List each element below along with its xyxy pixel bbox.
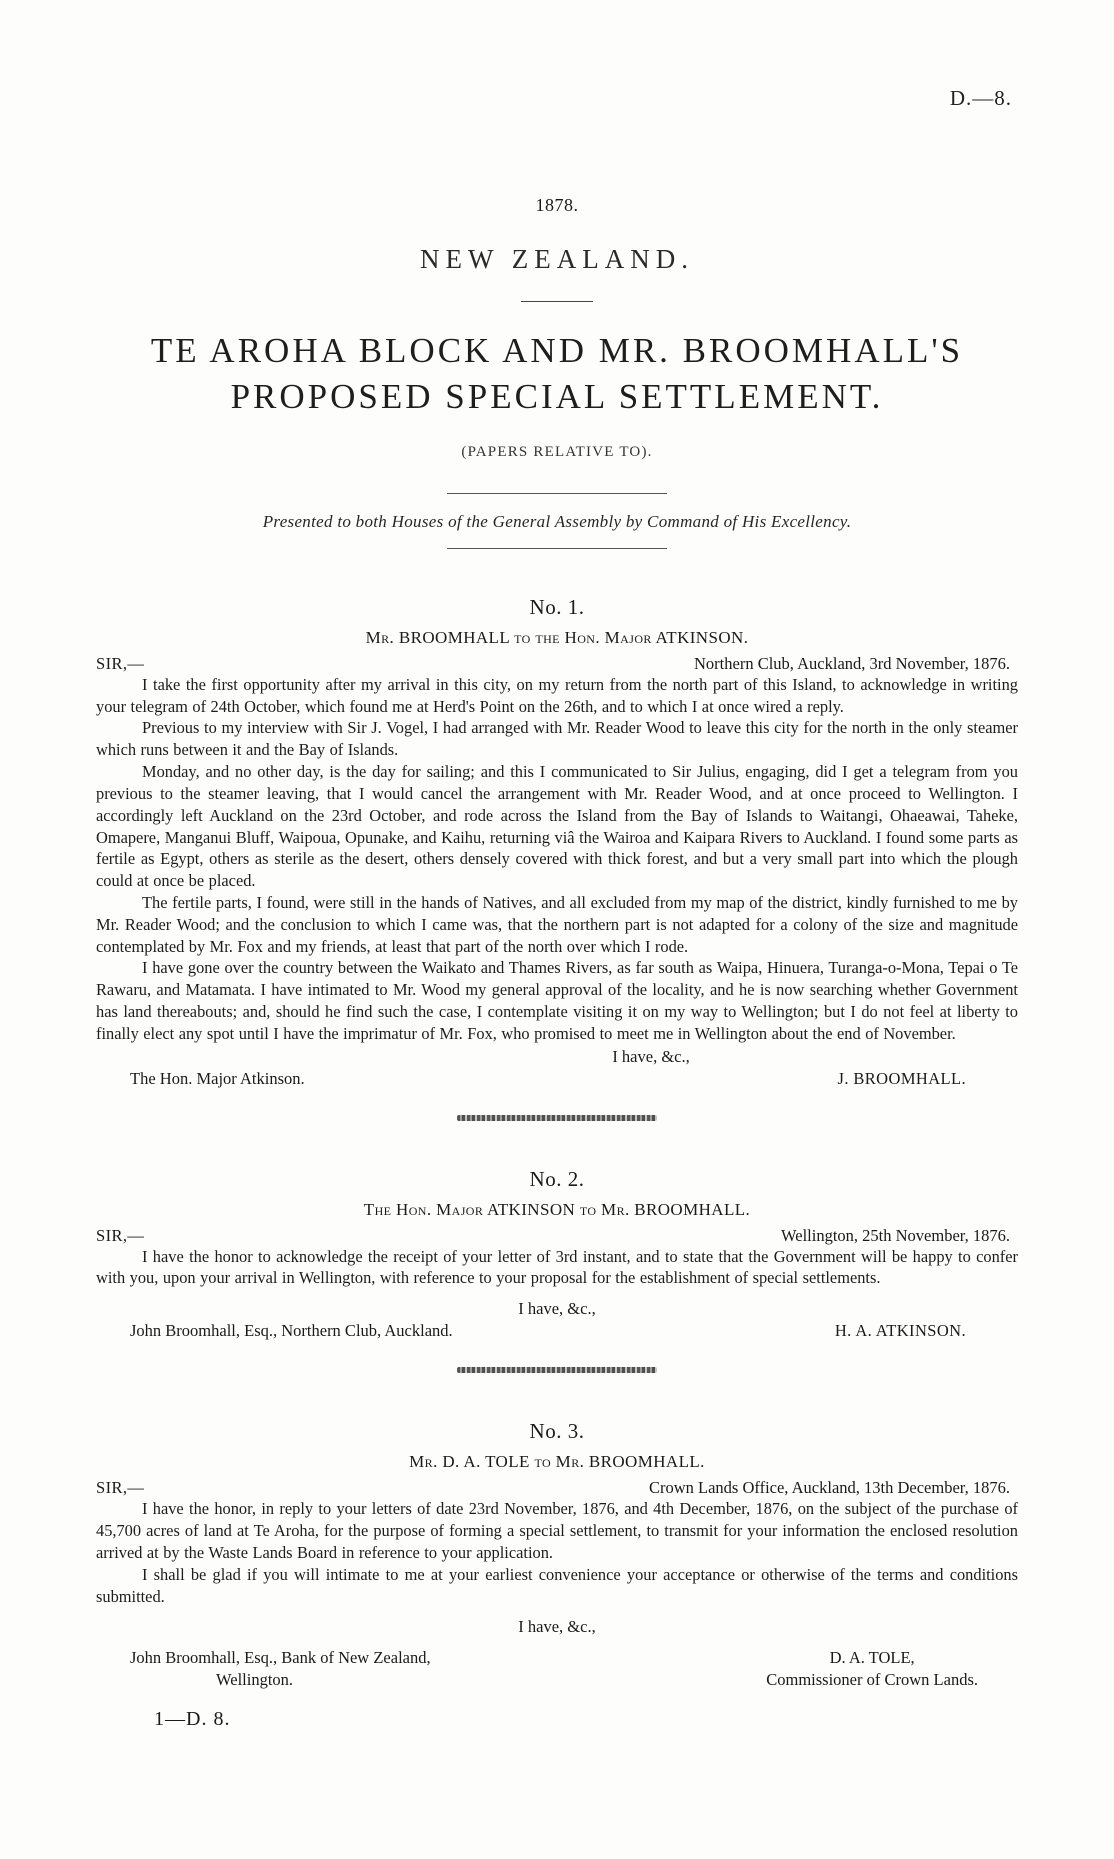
- section-heading: The Hon. Major ATKINSON to Mr. BROOMHALL.: [363, 1199, 751, 1219]
- page-code: D.—8.: [949, 86, 1012, 110]
- salutation: SIR,—: [96, 653, 145, 673]
- signature-row: [96, 1069, 1018, 1089]
- letter-section-3: [96, 1419, 1018, 1731]
- country-heading: NEW ZEALAND.: [420, 244, 694, 274]
- place-date: Crown Lands Office, Auckland, 13th December, 1876.: [648, 1478, 1010, 1498]
- section-number: No. 2.: [529, 1166, 585, 1191]
- closing-phrase: I have, &c.,: [612, 1046, 690, 1066]
- paragraph: Previous to my interview with Sir J. Vogel, I had arranged with Mr. Reader Wood to leave this city for the north in the only steamer which runs between it and the Bay of Islands.: [96, 718, 1018, 760]
- signature: D. A. TOLE,: [829, 1648, 915, 1668]
- sheet-mark: 1—D. 8.: [154, 1708, 231, 1731]
- page-subtitle: (PAPERS RELATIVE TO).: [461, 443, 653, 460]
- letter-section-2: [96, 1167, 1018, 1374]
- ornament-divider: [457, 1115, 657, 1121]
- addressee: [96, 1647, 431, 1690]
- addressee-line-2: Wellington.: [216, 1669, 294, 1689]
- closing-phrase: I have, &c.,: [518, 1617, 596, 1637]
- section-number: No. 3.: [529, 1419, 585, 1444]
- signature-row: [96, 1321, 1018, 1341]
- paragraph: I take the first opportunity after my arrival in this city, on my return from the north part of this Island, to acknowledge in writing your telegram of 24th October, which found me at Herd's Point on the 26th, and to which I at once wired a reply.: [96, 674, 1018, 716]
- paragraph: I have the honor to acknowledge the receipt of your letter of 3rd instant, and to state that the Government will be happy to confer with you, upon your arrival in Wellington, with reference to your proposal for the establishment of special settlements.: [96, 1246, 1018, 1288]
- publication-year: 1878.: [535, 195, 579, 215]
- paragraph: The fertile parts, I found, were still in the hands of Natives, and all excluded from my map of the district, kindly furnished to me by Mr. Reader Wood; and the conclusion to which I came was, that the northern part is not adapted for a colony of the size and magnitude contemplated by Mr. Fox and my friends, at least that part of the north over which I rode.: [96, 892, 1018, 956]
- section-heading: Mr. BROOMHALL to the Hon. Major ATKINSON.: [365, 627, 749, 647]
- section-number: No. 1.: [529, 594, 585, 619]
- salutation-row: [96, 1478, 1018, 1498]
- salutation: SIR,—: [96, 1225, 145, 1245]
- section-heading: Mr. D. A. TOLE to Mr. BROOMHALL.: [409, 1452, 705, 1472]
- divider-rule-presented-top: [447, 493, 667, 494]
- ornament-divider: [457, 1367, 657, 1373]
- place-date: Northern Club, Auckland, 3rd November, 1876.: [694, 653, 1010, 673]
- salutation: SIR,—: [96, 1478, 145, 1498]
- closing-row: [96, 1047, 1018, 1067]
- signature: H. A. ATKINSON.: [834, 1321, 966, 1341]
- salutation-row: [96, 654, 1018, 674]
- addressee-line-1: John Broomhall, Esq., Bank of New Zealand,: [130, 1648, 431, 1668]
- page-title: TE AROHA BLOCK AND MR. BROOMHALL'S PROPOSED SPECIAL SETTLEMENT.: [150, 331, 964, 417]
- divider-rule-presented-bottom: [447, 548, 667, 549]
- salutation-row: [96, 1226, 1018, 1246]
- presented-statement: Presented to both Houses of the General Assembly by Command of His Excellency.: [262, 511, 852, 531]
- signature-row: [96, 1647, 1018, 1690]
- paragraph: Monday, and no other day, is the day for sailing; and this I communicated to Sir Julius, engaging, did I get a telegram from you previous to the steamer leaving, that I would cancel the arrangement with Mr. Reader Wood, and at once proceed to Wellington. I accordingly left Auckland on the 23rd October, and rode across the Island from the Bay of Islands to Waitangi, Ohaeawai, Taheke, Omapere, Manganui Bluff, Waipoua, Opunake, and Kaihu, returning viâ the Wairoa and Kaipara Rivers to Auckland. I found some parts as fertile as Egypt, others as sterile as the desert, others densely covered with thick forest, and but a very small part into which the plough could at once be placed.: [96, 762, 1018, 891]
- signature-title: Commissioner of Crown Lands.: [766, 1669, 978, 1689]
- signature-block: [766, 1647, 1018, 1690]
- paragraph: I have gone over the country between the Waikato and Thames Rivers, as far south as Waipa, Hinuera, Turanga-o-Mona, Tepai o Te Rawaru, and Matamata. I have intimated to Mr. Wood my general approval of the locality, and he is now searching whether Government has land thereabouts; and, should he find such the case, I contemplate visiting it on my way to Wellington; but I do not feel at liberty to finally elect any spot until I have the imprimatur of Mr. Fox, who promised to meet me in Wellington about the end of November.: [96, 958, 1018, 1043]
- place-date: Wellington, 25th November, 1876.: [781, 1225, 1010, 1245]
- letter-section-1: [96, 595, 1018, 1121]
- paragraph: I have the honor, in reply to your letters of date 23rd November, 1876, and 4th December, 1876, on the subject of the purchase of 45,700 acres of land at Te Aroha, for the purpose of forming a special settlement, to transmit for your information the enclosed resolution arrived at by the Waste Lands Board in reference to your application.: [96, 1499, 1018, 1562]
- paragraph: I shall be glad if you will intimate to me at your earliest convenience your acceptance or otherwise of the terms and conditions submitted.: [96, 1564, 1018, 1606]
- addressee: The Hon. Major Atkinson.: [130, 1068, 305, 1088]
- addressee: John Broomhall, Esq., Northern Club, Auckland.: [130, 1321, 453, 1341]
- signature: J. BROOMHALL.: [837, 1068, 966, 1088]
- closing-phrase: I have, &c.,: [518, 1299, 596, 1319]
- divider-rule-top: [521, 301, 593, 302]
